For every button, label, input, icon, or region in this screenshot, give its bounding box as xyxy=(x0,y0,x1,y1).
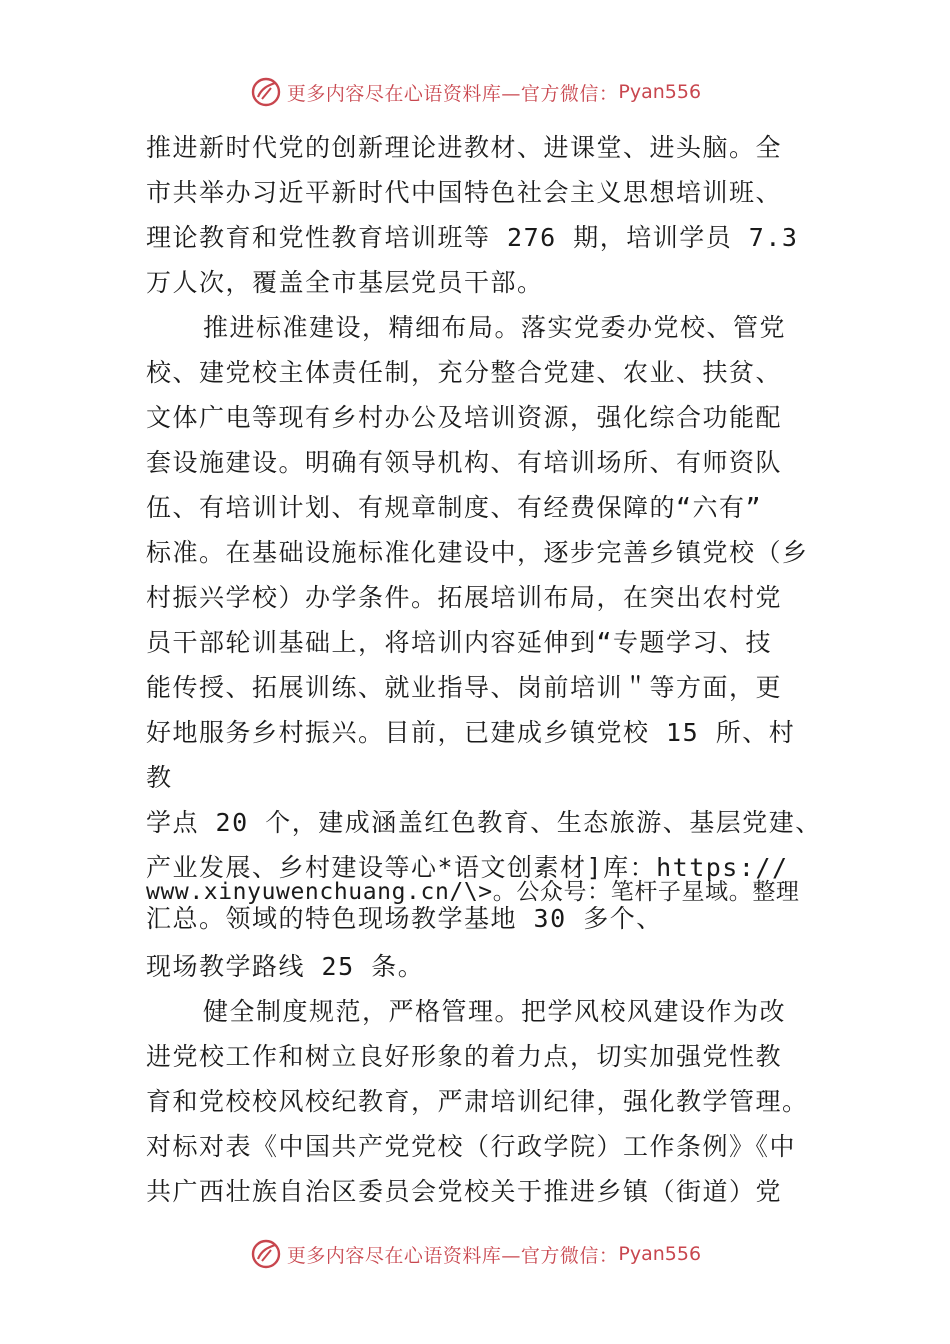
body-line: 万人次，覆盖全市基层党员干部。 xyxy=(146,268,544,297)
body-line: 能传授、拓展训练、就业指导、岗前培训＂等方面，更 xyxy=(146,673,783,702)
paragraph-start-line: 推进标准建设，精细布局。落实党委办党校、管党 xyxy=(203,313,787,342)
footer-watermark-banner xyxy=(0,1232,950,1276)
body-line: 共广西壮族自治区委员会党校关于推进乡镇（街道）党 xyxy=(146,1177,783,1206)
body-line: 员干部轮训基础上，将培训内容延伸到“专题学习、技 xyxy=(146,628,773,657)
body-line: 现场教学路线 25 条。 xyxy=(146,952,425,981)
header-wechat-id: Pyan556 xyxy=(618,81,702,103)
body-line: 育和党校校风校纪教育，严肃培训纪律，强化教学管理。 xyxy=(146,1087,809,1116)
body-line: 村振兴学校）办学条件。拓展培训布局，在突出农村党 xyxy=(146,583,783,612)
body-line: 套设施建设。明确有领导机构、有培训场所、有师资队 xyxy=(146,448,783,477)
paragraph-start-line: 健全制度规范，严格管理。把学风校风建设作为改 xyxy=(203,997,787,1026)
body-line: 市共举办习近平新时代中国特色社会主义思想培训班、 xyxy=(146,178,783,207)
body-line: 标准。在基础设施标准化建设中，逐步完善乡镇党校（乡 xyxy=(146,538,809,567)
brand-logo-icon xyxy=(249,1237,283,1271)
footer-banner-text: 更多内容尽在心语资料库—官方微信： xyxy=(286,1244,619,1267)
body-line: 对标对表《中国共产党党校（行政学院）工作条例》《中 xyxy=(146,1132,797,1161)
body-line: 汇总。领域的特色现场教学基地 30 多个、 xyxy=(146,904,663,933)
body-line: 推进新时代党的创新理论进教材、进课堂、进头脑。全 xyxy=(146,133,783,162)
body-line: www.xinyuwenchuang.cn/\>。公众号：笔杆子星域。整理 xyxy=(146,879,800,905)
body-line: 教 xyxy=(146,763,173,792)
body-line: 进党校工作和树立良好形象的着力点，切实加强党性教 xyxy=(146,1042,783,1071)
footer-wechat-id: Pyan556 xyxy=(618,1243,702,1265)
body-line: 理论教育和党性教育培训班等 276 期，培训学员 7.3 xyxy=(146,223,799,252)
body-line: 学点 20 个，建成涵盖红色教育、生态旅游、基层党建、 xyxy=(146,808,822,837)
body-line: 好地服务乡村振兴。目前，已建成乡镇党校 15 所、村 xyxy=(146,718,796,747)
body-line: 校、建党校主体责任制，充分整合党建、农业、扶贫、 xyxy=(146,358,783,387)
body-line: 产业发展、乡村建设等心*语文创素材]库：https:// xyxy=(146,853,789,882)
header-banner-text: 更多内容尽在心语资料库—官方微信： xyxy=(286,82,619,105)
body-line: 伍、有培训计划、有规章制度、有经费保障的“六有” xyxy=(146,493,763,522)
body-line: 文体广电等现有乡村办公及培训资源，强化综合功能配 xyxy=(146,403,783,432)
